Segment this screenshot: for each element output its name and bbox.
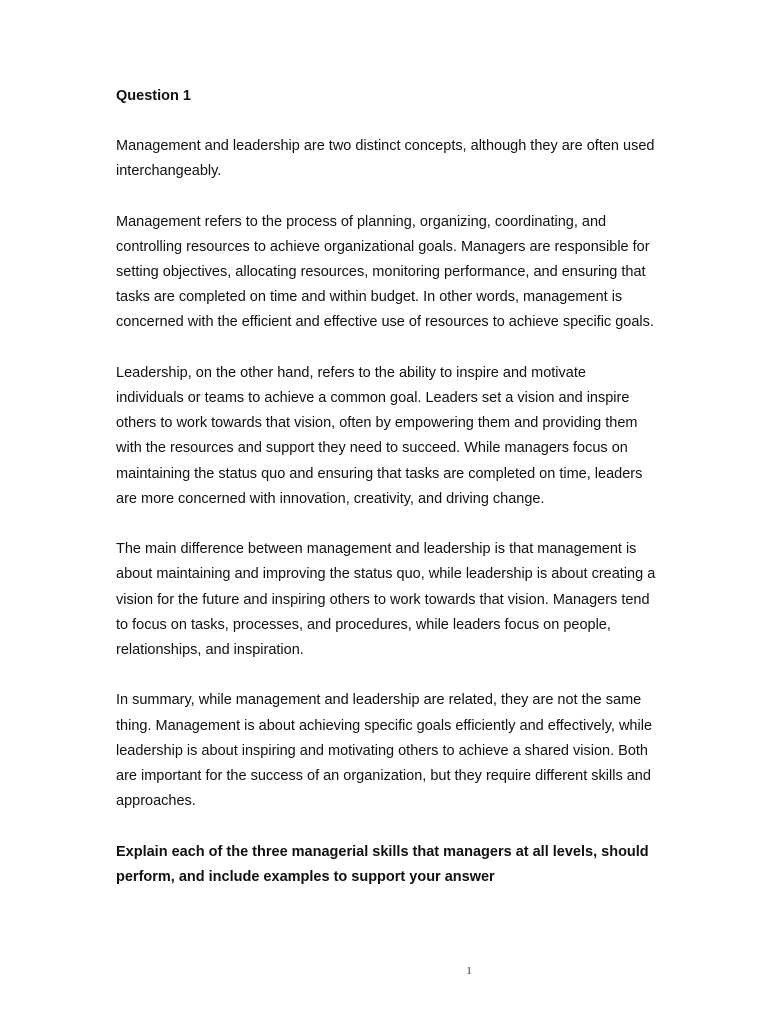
paragraph-leadership: Leadership, on the other hand, refers to the ability to inspire and motivate individuals or teams to achieve a common goal. Leaders set a vision and inspire others to work towards that vision, often by empowering them and providing them with the resources and support they need to succeed. While managers focus on maintaining the status quo and ensuring that tasks are completed on time, leaders are more concerned with innovation, creativity, and driving change.: [116, 364, 643, 507]
paragraph-summary: In summary, while management and leadership are related, they are not the same thing. Management is about achieving specific goals efficiently and effectively, while leadership is about inspiring and motivating others to achieve a shared vision. Both are important for the success of an organization, but they require different skills and approaches.: [116, 692, 653, 810]
paragraph-intro: Management and leadership are two distinct concepts, although they are often used interchangeably.: [116, 138, 655, 180]
document-body: [116, 84, 656, 890]
question-prompt: Explain each of the three managerial skills that managers at all levels, should perform, and include examples to support your answer: [116, 843, 649, 885]
paragraph-management: Management refers to the process of planning, organizing, coordinating, and controlling resources to achieve organizational goals. Managers are responsible for setting objectives, allocating resources, monitoring performance, and ensuring that tasks are completed on time and within budget. In other words, management is concerned with the efficient and effective use of resources to achieve specific goals.: [116, 213, 654, 331]
page-number: 1: [466, 966, 472, 977]
question-heading: Question 1: [116, 88, 191, 104]
paragraph-difference: The main difference between management and leadership is that management is about maintaining and improving the status quo, while leadership is about creating a vision for the future and inspiring others to work towards that vision. Managers tend to focus on tasks, processes, and procedures, while leaders focus on people, relationships, and inspiration.: [116, 541, 656, 659]
